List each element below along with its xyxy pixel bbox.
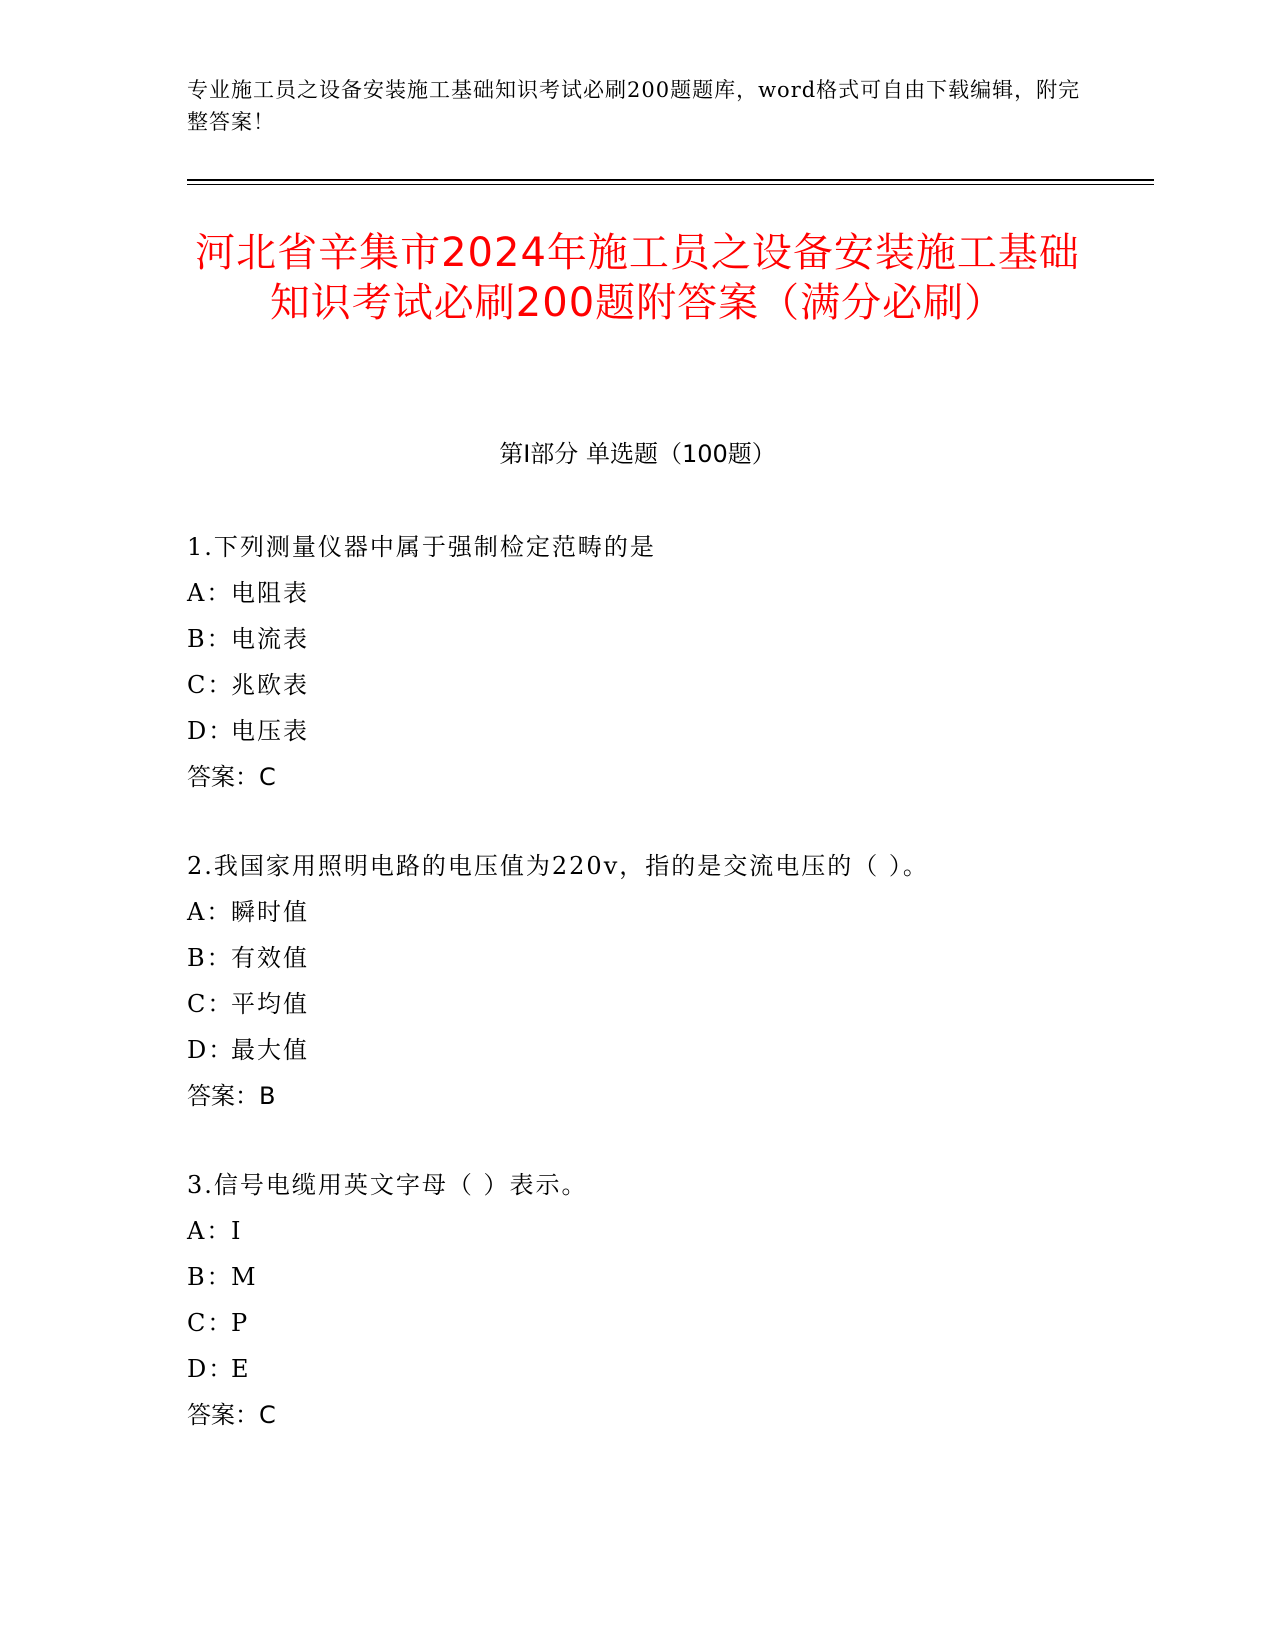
document-title: 河北省辛集市2024年施工员之设备安装施工基础知识考试必刷200题附答案（满分必刷） (195, 230, 1080, 326)
option-letter: B： (187, 944, 233, 972)
option-letter: B： (187, 625, 233, 653)
question-text: 2.我国家用照明电路的电压值为220v，指的是交流电压的（ ）。 (187, 852, 929, 880)
question-text: 3.信号电缆用英文字母（ ）表示。 (187, 1171, 588, 1199)
header-divider-thick (187, 179, 1154, 181)
section-title: 第I部分 单选题（100题） (499, 440, 776, 468)
option-c (187, 662, 1137, 708)
option-d (187, 1027, 1137, 1073)
answer-line: 答案：B (187, 1082, 276, 1110)
option-letter: C： (187, 990, 234, 1018)
option-text: 电压表 (231, 717, 309, 745)
option-letter: D： (187, 1036, 235, 1064)
question-block (187, 1162, 1137, 1438)
header-divider-thin (187, 184, 1154, 185)
option-d (187, 708, 1137, 754)
option-letter: C： (187, 671, 234, 699)
option-letter: A： (187, 579, 233, 607)
question-block (187, 524, 1137, 800)
option-text: 电阻表 (231, 579, 309, 607)
option-text: 有效值 (231, 944, 309, 972)
option-d (187, 1346, 1137, 1392)
option-letter: A： (187, 1217, 233, 1245)
option-letter: A： (187, 898, 233, 926)
option-b (187, 616, 1137, 662)
option-letter: B： (187, 1263, 233, 1291)
option-a (187, 1208, 1137, 1254)
option-c (187, 981, 1137, 1027)
option-text: 平均值 (231, 990, 309, 1018)
option-a (187, 889, 1137, 935)
header-note: 专业施工员之设备安装施工基础知识考试必刷200题题库，word格式可自由下载编辑，附完整答案！ (187, 78, 1081, 134)
option-a (187, 570, 1137, 616)
option-text: 瞬时值 (231, 898, 309, 926)
option-letter: D： (187, 717, 235, 745)
option-text: 最大值 (231, 1036, 309, 1064)
option-text: 兆欧表 (231, 671, 309, 699)
answer-line: 答案：C (187, 763, 276, 791)
option-letter: C： (187, 1309, 234, 1337)
option-text: M (231, 1263, 258, 1291)
option-b (187, 1254, 1137, 1300)
question-text: 1.下列测量仪器中属于强制检定范畴的是 (187, 533, 656, 561)
option-text: E (231, 1355, 251, 1383)
option-letter: D： (187, 1355, 235, 1383)
option-c (187, 1300, 1137, 1346)
question-block (187, 843, 1137, 1119)
option-text: P (231, 1309, 250, 1337)
option-text: 电流表 (231, 625, 309, 653)
answer-line: 答案：C (187, 1401, 276, 1429)
option-b (187, 935, 1137, 981)
option-text: I (231, 1217, 243, 1245)
